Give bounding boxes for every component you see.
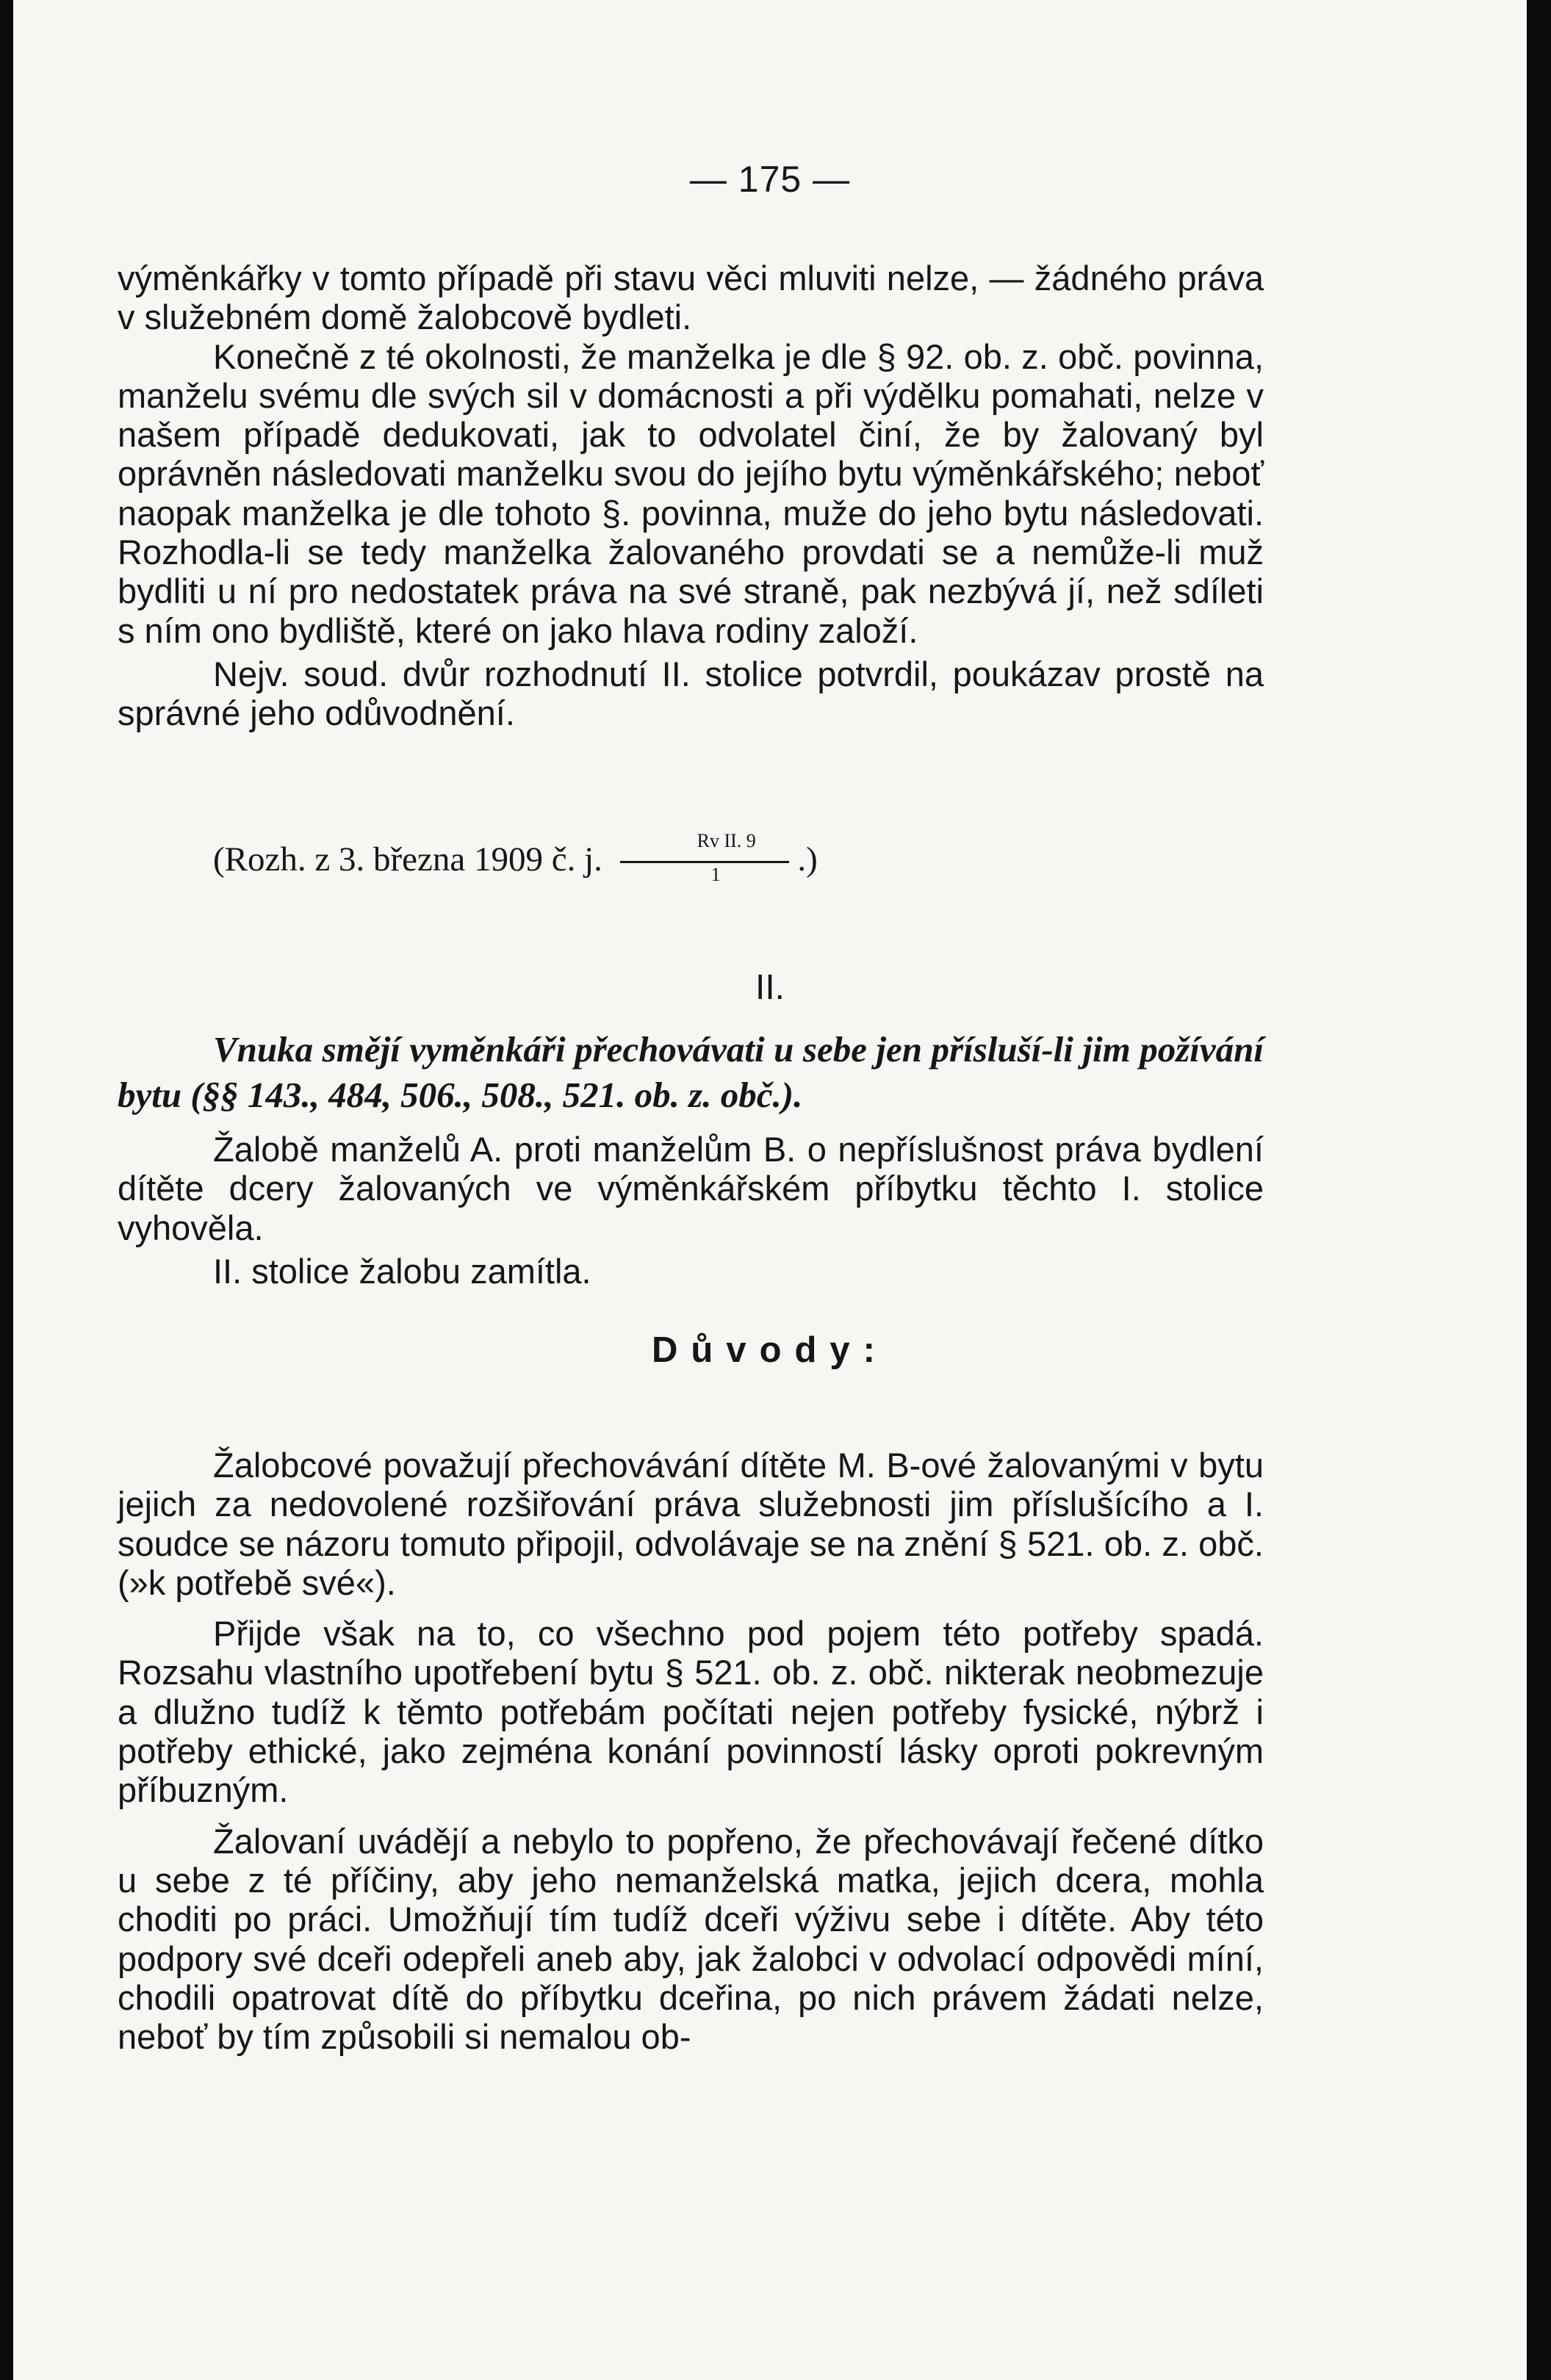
citation-prefix: (Rozh. z 3. března 1909 č. j. — [213, 840, 602, 879]
citation-denominator: 1 — [710, 864, 721, 886]
fraction-bar — [620, 861, 789, 863]
paragraph-6: Žalobcové považují přechovávání dítěte M. B-ové žalovanými v bytu jejich za nedovolené rozšiřování práva služebnosti jim příslušícího a I. soudce se názoru tomuto připojil, odvolávaje se na znění § 521. ob. z. obč. (»k potřebě své«). — [118, 1446, 1264, 1602]
citation-suffix: .) — [797, 840, 818, 879]
citation-fraction — [620, 830, 789, 886]
paragraph-7: Přijde však na to, co všechno pod pojem této potřeby spadá. Rozsahu vlastního upotřebení bytu § 521. ob. z. obč. nikterak neobmezuje a dlužno tudíž k těmto potřebám počítati nejen potřeby fysické, nýbrž i potřeby ethické, jako zejména konání povinností lásky oproti pokrevným příbuzným. — [118, 1614, 1264, 1810]
paragraph-4: Žalobě manželů A. proti manželům B. o nepříslušnost práva bydlení dítěte dcery žalovaných ve výměnkářském příbytku těchto I. stolice vyhověla. — [118, 1130, 1264, 1247]
decision-citation — [213, 830, 1264, 886]
paragraph-3: Nejv. soud. dvůr rozhodnutí II. stolice potvrdil, poukázav prostě na správné jeho odůvodnění. — [118, 654, 1264, 733]
paragraph-5: II. stolice žalobu zamítla. — [213, 1251, 591, 1291]
scanned-page — [13, 0, 1527, 2380]
reasons-block — [118, 1446, 1264, 2056]
paragraph-8: Žalovaní uvádějí a nebylo to popřeno, že přechovávají řečené dítko u sebe z té příčiny, aby jeho nemanželská matka, jejich dcera, mohla choditi po práci. Umožňují tím tudíž dceři výživu sebe i dítěte. Aby této podpory své dceři odepřeli aneb aby, jak žalobci v odvolací odpovědi míní, chodili opatrovat dítě do příbytku dceřina, po nich právem žádati nelze, neboť by tím způsobili si nemalou ob- — [118, 1821, 1264, 2057]
paragraph-1: výměnkářky v tomto případě při stavu věci mluviti nelze, — žádného práva v služebném domě žalobcově bydleti. — [118, 259, 1264, 337]
page-number: — 175 — — [689, 159, 851, 200]
facts-block — [118, 1130, 1264, 1291]
paragraph-1-continuation — [118, 259, 1264, 733]
headnote: Vnuka smějí vyměnkáři přechovávati u sebe jen přísluší-li jim požívání bytu (§§ 143., 484, 506., 508., 521. ob. z. obč.). — [118, 1029, 1264, 1115]
paragraph-2: Konečně z té okolnosti, že manželka je dle § 92. ob. z. obč. povinna, manželu svému dle svých sil v domácnosti a při výdělku pomahati, nelze v našem případě dedukovati, jak to odvolatel činí, že by žalovaný byl oprávněn následovati manželku svou do jejího bytu výměnkářského; neboť naopak manželka je dle tohoto §. povinna, muže do jeho bytu následovati. Rozhodla-li se tedy manželka žalovaného provdati se a nemůže-li muž bydliti u ní pro nedostatek práva na své straně, pak nezbývá jí, než sdíleti s ním ono bydliště, které on jako hlava rodiny založí. — [118, 336, 1264, 650]
citation-numerator: Rv II. 9 — [697, 830, 756, 852]
section-number: II. — [755, 968, 785, 1007]
reasons-heading: Důvody: — [652, 1330, 888, 1370]
